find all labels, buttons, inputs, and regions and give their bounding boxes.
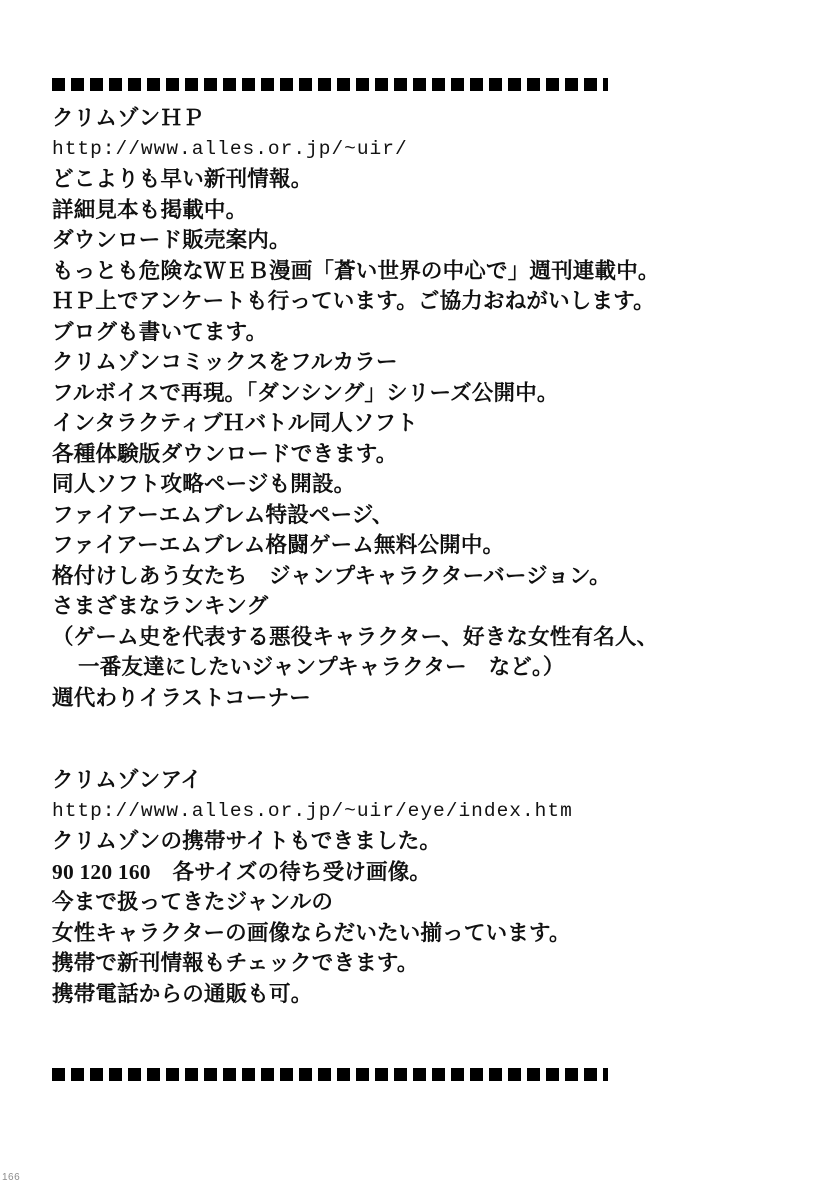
body-line: ブログも書いてます。 <box>52 319 268 344</box>
body-line: 90 120 160 各サイズの待ち受け画像。 <box>52 859 432 884</box>
body-line: インタラクティブＨバトル同人ソフト <box>52 411 418 435</box>
body-line: もっとも危険なＷＥＢ漫画「蒼い世界の中心で」週刊連載中。 <box>52 258 660 283</box>
page-number: 166 <box>2 1172 21 1183</box>
body-line: 今まで扱ってきたジャンルの <box>52 890 334 914</box>
body-line: クリムゾンコミックスをフルカラー <box>52 350 398 374</box>
section-title: クリムゾンＨＰ <box>52 106 204 130</box>
body-line: ファイアーエムブレム格闘ゲーム無料公開中。 <box>52 533 505 557</box>
body-line: 週代わりイラストコーナー <box>52 685 311 710</box>
body-line: どこよりも早い新刊情報。 <box>52 167 313 191</box>
body-line: （ゲーム史を代表する悪役キャラクター、好きな女性有名人、 <box>52 624 659 649</box>
section-url[interactable]: http://www.alles.or.jp/~uir/eye/index.htm <box>52 799 573 822</box>
body-line: 女性キャラクターの画像ならだいたい揃っています。 <box>52 920 571 945</box>
body-line: 同人ソフト攻略ページも開設。 <box>52 472 356 496</box>
bottom-divider-rule <box>52 1068 608 1081</box>
body-line: 携帯電話からの通販も可。 <box>52 981 313 1006</box>
section-gap <box>52 713 792 765</box>
body-line: さまざまなランキング <box>52 594 269 618</box>
section-title: クリムゾンアイ <box>52 768 202 792</box>
body-line: 各種体験版ダウンロードできます。 <box>52 441 398 466</box>
body-line: ダウンロード販売案内。 <box>52 228 291 252</box>
section-crimson-hp <box>52 103 792 713</box>
document-content <box>52 78 792 1009</box>
body-line: 一番友達にしたいジャンプキャラクター など。） <box>78 655 565 679</box>
section-crimson-eye <box>52 765 792 1009</box>
body-line: ＨＰ上でアンケートも行っています。ご協力おねがいします。 <box>52 289 655 313</box>
body-line: フルボイスで再現。「ダンシング」シリーズ公開中。 <box>52 380 559 405</box>
body-line: 格付けしあう女たち ジャンプキャラクターバージョン。 <box>52 563 611 588</box>
body-line: 携帯で新刊情報もチェックできます。 <box>52 951 419 975</box>
section-url[interactable]: http://www.alles.or.jp/~uir/ <box>52 137 408 160</box>
bottom-divider-wrap <box>52 1068 792 1081</box>
top-divider-rule <box>52 78 608 91</box>
body-line: クリムゾンの携帯サイトもできました。 <box>52 829 442 853</box>
body-line: 詳細見本も掲載中。 <box>52 197 248 222</box>
body-line: ファイアーエムブレム特設ページ、 <box>52 502 394 527</box>
